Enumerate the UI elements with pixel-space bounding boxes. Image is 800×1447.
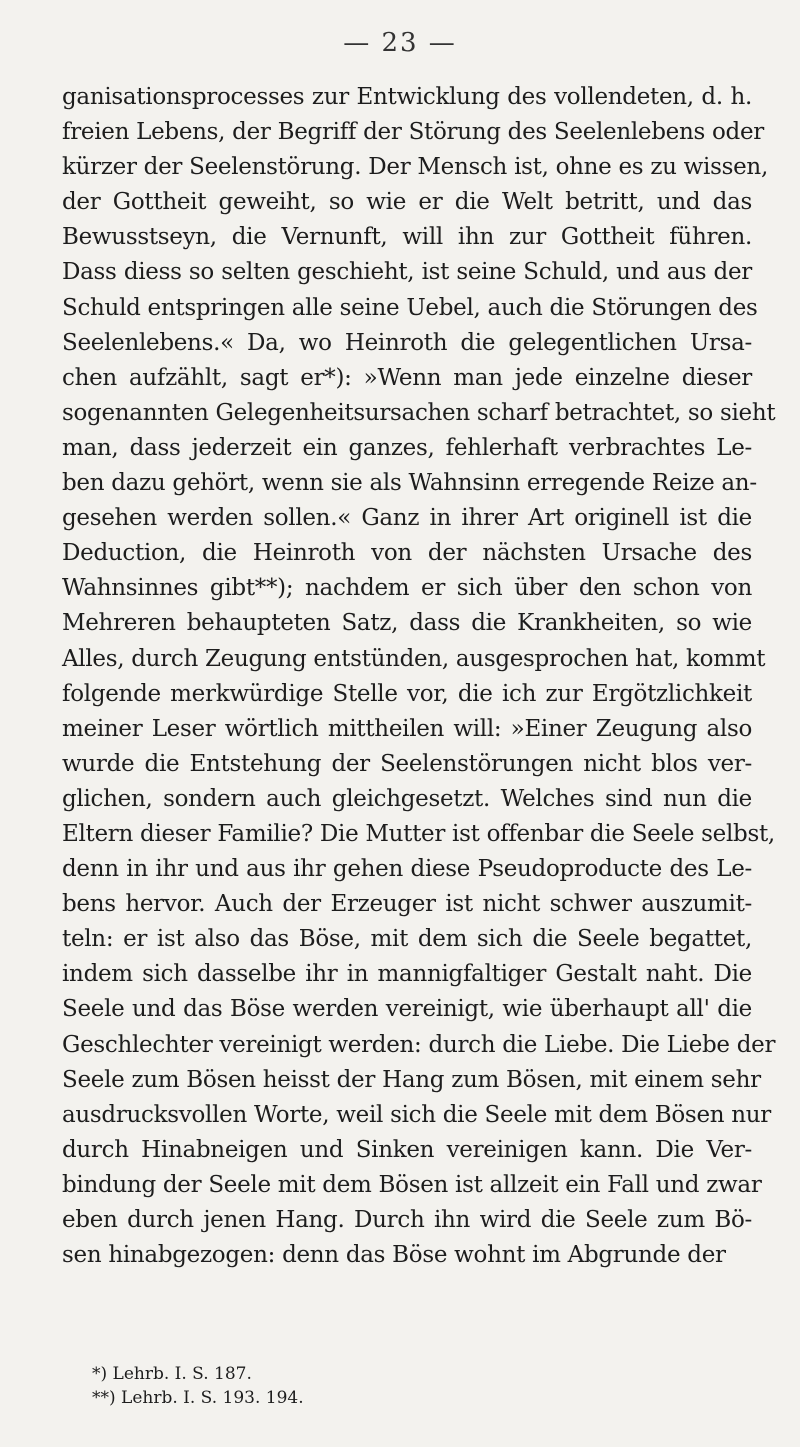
text-line: denn in ihr und aus ihr gehen diese Pseudoproducte des Le- (62, 856, 752, 883)
text-line: Alles, durch Zeugung entstünden, ausgesprochen hat, kommt (62, 645, 766, 672)
text-line: ganisationsprocesses zur Entwicklung des vollendeten, d. h. (62, 84, 752, 110)
text-line: Seelenlebens.« Da, wo Heinroth die gelegentlichen Ursa- (62, 329, 752, 356)
text-line: ausdrucksvollen Worte, weil sich die Seele mit dem Bösen nur (62, 1101, 771, 1128)
text-line: sen hinabgezogen: denn das Böse wohnt im Abgrunde der (62, 1242, 726, 1269)
text-line: durch Hinabneigen und Sinken vereinigen kann. Die Ver- (62, 1136, 752, 1163)
footnote: **) Lehrb. I. S. 193. 194. (92, 1388, 304, 1408)
text-line: Deduction, die Heinroth von der nächsten Ursache des (62, 540, 752, 567)
text-line: Seele zum Bösen heisst der Hang zum Bösen, mit einem sehr (62, 1066, 761, 1093)
text-line: der Gottheit geweiht, so wie er die Welt betritt, und das (62, 189, 752, 216)
text-line: Eltern dieser Familie? Die Mutter ist offenbar die Seele selbst, (62, 820, 775, 847)
page-number: — 23 — (343, 28, 457, 58)
text-line: glichen, sondern auch gleichgesetzt. Welches sind nun die (62, 785, 752, 812)
text-line: bindung der Seele mit dem Bösen ist allzeit ein Fall und zwar (62, 1171, 762, 1198)
text-line: eben durch jenen Hang. Durch ihn wird die Seele zum Bö- (62, 1207, 752, 1233)
text-line: wurde die Entstehung der Seelenstörungen nicht blos ver- (62, 750, 752, 777)
text-line: Mehreren behaupteten Satz, dass die Krankheiten, so wie (62, 610, 752, 637)
text-line: Bewusstseyn, die Vernunft, will ihn zur Gottheit führen. (62, 224, 752, 251)
footnote: *) Lehrb. I. S. 187. (92, 1364, 252, 1384)
text-line: kürzer der Seelenstörung. Der Mensch ist, ohne es zu wissen, (62, 154, 768, 181)
text-line: Schuld entspringen alle seine Uebel, auch die Störungen des (62, 294, 758, 321)
footnotes (92, 1362, 492, 1410)
text-line: gesehen werden sollen.« Ganz in ihrer Art originell ist die (62, 505, 752, 532)
body-text (62, 80, 776, 1273)
text-line: teln: er ist also das Böse, mit dem sich die Seele begattet, (62, 926, 752, 953)
text-line: bens hervor. Auch der Erzeuger ist nicht schwer auszumit- (62, 891, 752, 918)
text-line: sogenannten Gelegenheitsursachen scharf betrachtet, so sieht (62, 399, 776, 426)
text-line: folgende merkwürdige Stelle vor, die ich zur Ergötzlichkeit (62, 680, 752, 707)
text-line: chen aufzählt, sagt er*): »Wenn man jede einzelne dieser (62, 364, 752, 391)
text-line: man, dass jederzeit ein ganzes, fehlerhaft verbrachtes Le- (62, 434, 752, 461)
text-line: indem sich dasselbe ihr in mannigfaltiger Gestalt naht. Die (62, 961, 752, 988)
text-line: meiner Leser wörtlich mittheilen will: »Einer Zeugung also (62, 715, 752, 742)
text-line: Dass diess so selten geschieht, ist seine Schuld, und aus der (62, 259, 752, 286)
text-line: ben dazu gehört, wenn sie als Wahnsinn erregende Reize an- (62, 470, 757, 497)
text-line: Wahnsinnes gibt**); nachdem er sich über den schon von (62, 575, 752, 602)
text-line: Geschlechter vereinigt werden: durch die Liebe. Die Liebe der (62, 1031, 776, 1058)
text-line: Seele und das Böse werden vereinigt, wie überhaupt all' die (62, 996, 752, 1023)
text-line: freien Lebens, der Begriff der Störung des Seelenlebens oder (62, 119, 764, 146)
